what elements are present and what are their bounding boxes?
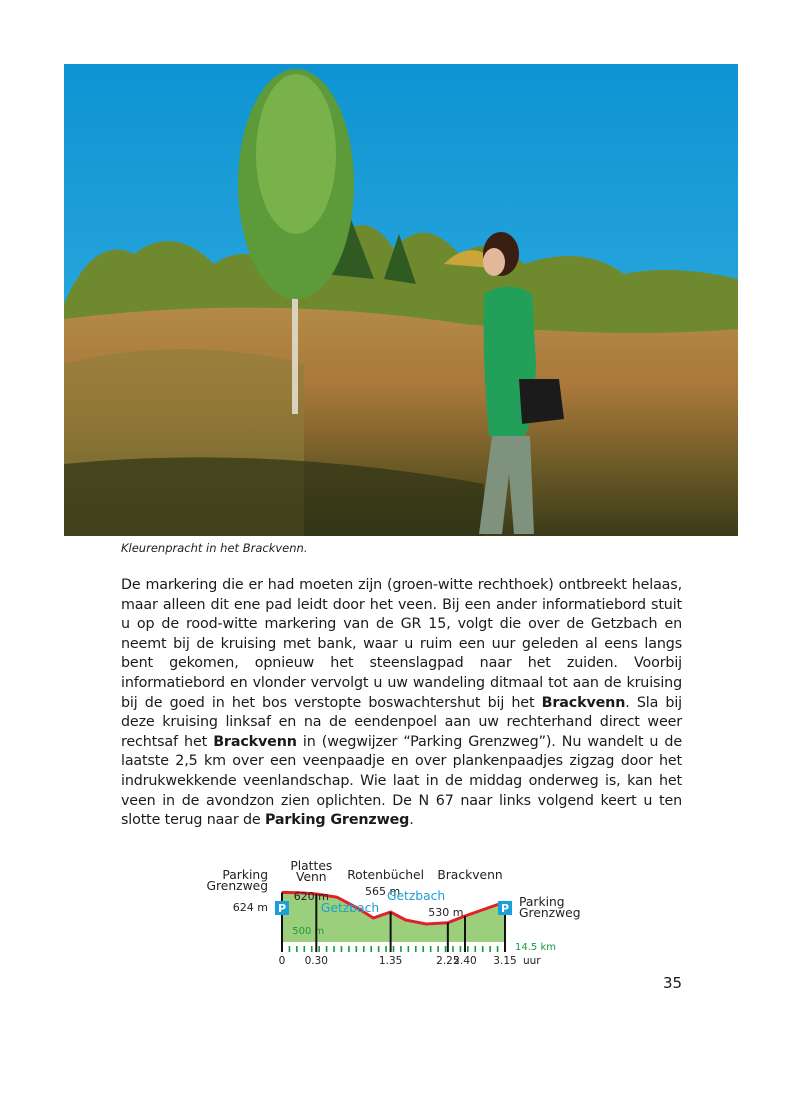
- photo-illustration: [64, 64, 738, 536]
- parking-icon-glyph: P: [277, 902, 287, 915]
- elevation-profile-chart: [195, 850, 615, 970]
- time-tick-label: 0: [278, 955, 286, 967]
- waypoint-name: Grenzweg: [206, 879, 268, 893]
- time-tick-label: 2.40: [453, 955, 477, 967]
- stream-label: Getzbach: [386, 889, 446, 903]
- waypoint-name: Plattes: [290, 859, 333, 873]
- waypoint-name: Venn: [295, 870, 327, 884]
- hero-photo: [64, 64, 738, 536]
- elevation-profile: [195, 850, 615, 970]
- page-number: 35: [663, 974, 683, 992]
- waypoint-name: Parking: [519, 895, 565, 909]
- body-paragraph: [121, 576, 682, 831]
- waypoint-elevation: 620 m: [293, 890, 329, 903]
- waypoint-elevation: 530 m: [428, 906, 464, 919]
- body-text-segment: De markering die er had moeten zijn (groen-witte rechthoek) ontbreekt helaas, maar alleen dit ene pad leidt door het veen. Bij een ander informatiebord stuit u op de rood-witte markering van de GR 15, volgt die over de Getzbach en neemt bij de kruising met bank, waar u ruim een uur geleden al eens langs bent gekomen, opnieuw het steenslagpad naar het zuiden. Voorbij informatiebord en vlonder vervolgt u uw wandeling ditmaal tot aan de kruising bij de goed in het bos verstopte boswachtershut bij het: [121, 577, 682, 711]
- bold-place-name: Parking Grenzweg: [264, 812, 410, 829]
- total-distance-label: 14.5 km: [515, 942, 556, 953]
- waypoint-name: Parking: [222, 868, 268, 882]
- time-tick-label: 2.25: [436, 955, 460, 967]
- waypoint-name: Grenzweg: [519, 906, 581, 920]
- waypoint-elevation: 565 m: [365, 885, 401, 898]
- reference-elevation-label: 500 m: [292, 926, 325, 937]
- body-text-segment: . Sla bij deze kruising linksaf en na de eendenpoel aan uw rechterhand direct weer rechtsaf het: [121, 694, 682, 750]
- waypoint-name: Brackvenn: [437, 868, 503, 882]
- photo-caption: Kleurenpracht in het Brackvenn.: [121, 541, 308, 555]
- time-tick-label: 3.15: [493, 955, 517, 967]
- body-text-segment: .: [409, 812, 414, 829]
- time-unit-label: uur: [523, 955, 541, 967]
- waypoint-name: Rotenbüchel: [347, 868, 425, 882]
- body-text-segment: in (wegwijzer “Parking Grenzweg”). Nu wandelt u de laatste 2,5 km over een veenpaadje en over plankenpaadjes zigzag door het indrukwekkende veenlandschap. Wie laat in de middag onderweg is, kan het veen in de avondzon zien oplichten. De N 67 naar links volgend keert u ten slotte terug naar de: [121, 733, 683, 829]
- bold-place-name: Brackvenn: [213, 733, 297, 750]
- waypoint-elevation: 624 m: [232, 901, 268, 914]
- time-tick-label: 0.30: [304, 955, 329, 967]
- parking-icon-glyph: P: [500, 902, 510, 915]
- time-tick-label: 1.35: [378, 955, 403, 967]
- bold-place-name: Brackvenn: [541, 694, 626, 711]
- stream-label: Getzbach: [320, 901, 380, 915]
